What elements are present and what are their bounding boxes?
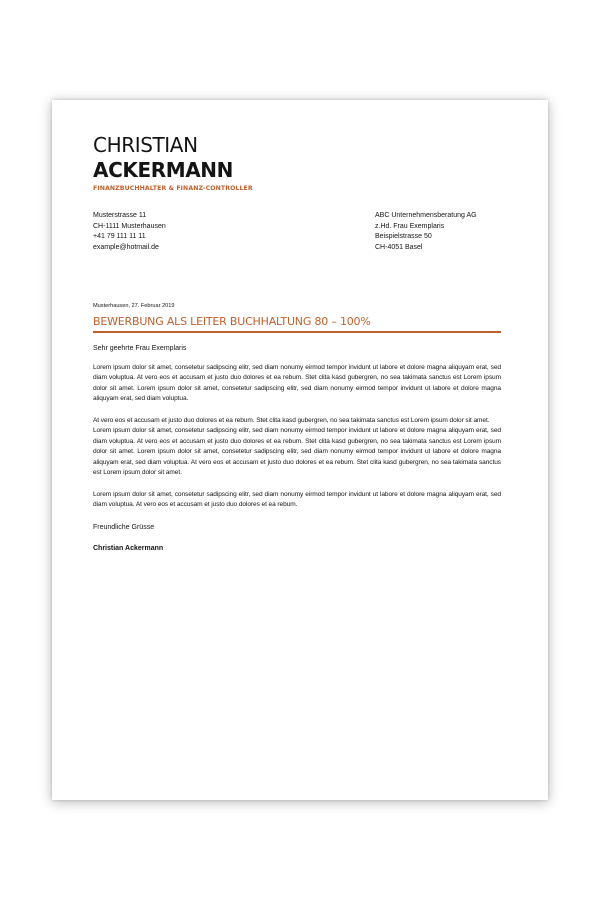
first-name: CHRISTIAN: [93, 133, 198, 157]
last-name: ACKERMANN: [93, 158, 233, 182]
body-paragraph: Lorem ipsum dolor sit amet, consetetur sadipscing elitr, sed diam nonumy eirmod tempor invidunt ut labore et dolore magna aliquyam erat, sed diam voluptua. At vero eos et accusam et justo duo dolores et ea rebum.: [93, 490, 501, 508]
recipient-attention: z.Hd. Frau Exemplaris: [375, 222, 445, 230]
sender-phone: +41 79 111 11 11: [93, 233, 146, 241]
body-paragraph: Lorem ipsum dolor sit amet, consetetur sadipscing elitr, sed diam nonumy eirmod tempor invidunt ut labore et dolore magna aliquyam erat, sed diam voluptua. At vero eos et accusam et justo duo dolores et ea rebum. Stet clita kasd gubergren, no sea takimata sanctus est Lorem ipsum dolor sit amet. Lorem ipsum dolor sit amet, consetetur sadipscing elitr, sed diam nonumy eirmod tempor invidunt ut labore et dolore magna aliquyam erat, sed diam voluptua.: [93, 363, 501, 402]
sender-address: [93, 211, 166, 253]
job-title: FINANZBUCHHALTER & FINANZ-CONTROLLER: [93, 185, 253, 192]
letter-subject: BEWERBUNG ALS LEITER BUCHHALTUNG 80 – 100%: [93, 315, 371, 328]
recipient-company: ABC Unternehmensberatung AG: [375, 212, 477, 219]
letter-page: [52, 100, 548, 800]
subject-divider: [93, 331, 501, 333]
recipient-address: [375, 211, 477, 253]
recipient-city: CH-4051 Basel: [375, 243, 423, 251]
body-paragraph: At vero eos et accusam et justo duo dolores et ea rebum. Stet clita kasd gubergren, no sea takimata sanctus est Lorem ipsum dolor sit amet.: [93, 416, 490, 424]
letter-date: Musterhausen, 27. Februar 2019: [93, 303, 175, 309]
letter-content: [93, 133, 501, 552]
sender-city: CH-1111 Musterhausen: [93, 222, 166, 230]
sender-street: Musterstrasse 11: [93, 212, 147, 219]
applicant-name: [93, 133, 501, 183]
body-paragraph: Lorem ipsum dolor sit amet, consetetur sadipscing elitr, sed diam nonumy eirmod tempor invidunt ut labore et dolore magna aliquyam erat, sed diam voluptua. At vero eos et accusam et justo duo dolores et ea rebum. Stet clita kasd gubergren, no sea takimata sanctus est Lorem ipsum dolor sit amet. Lorem ipsum dolor sit amet, consetetur sadipscing elitr, sed diam nonumy eirmod tempor invidunt ut labore et dolore magna aliquyam erat, sed diam voluptua. At vero eos et accusam et justo duo dolores et ea rebum. Stet clita kasd gubergren, no sea takimata sanctus est Lorem ipsum dolor sit amet.: [93, 427, 501, 476]
salutation: Sehr geehrte Frau Exemplaris: [93, 344, 187, 352]
sender-email: example@hotmail.de: [93, 243, 159, 251]
address-block: [93, 211, 501, 263]
recipient-street: Beispielstrasse 50: [375, 233, 432, 241]
signature-name: Christian Ackermann: [93, 544, 164, 552]
closing: Freundliche Grüsse: [93, 523, 155, 531]
